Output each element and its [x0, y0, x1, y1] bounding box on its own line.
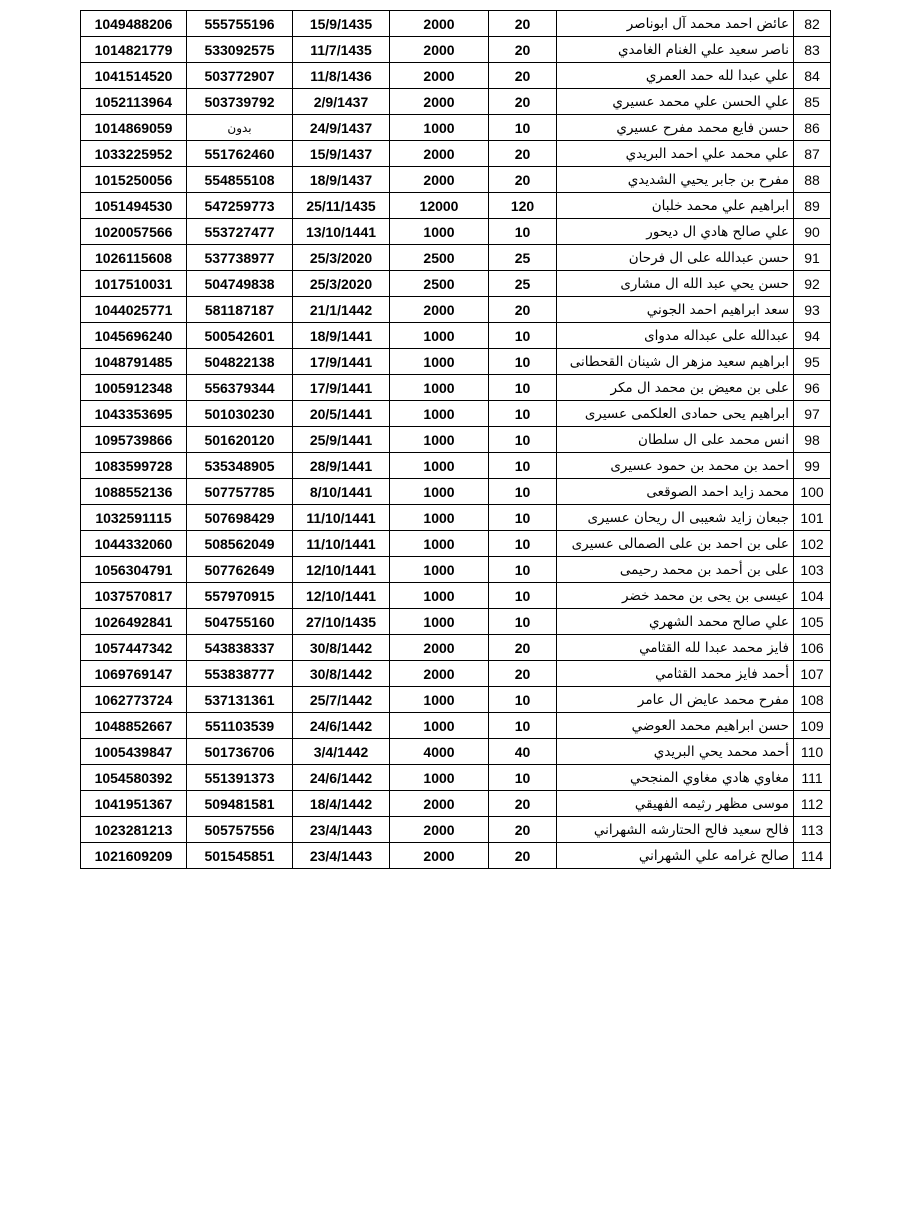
phone-cell: 507698429 — [187, 505, 293, 531]
name-cell: صالح غرامه علي الشهراني — [557, 843, 794, 869]
national-id-cell: 1069769147 — [81, 661, 187, 687]
date-cell: 27/10/1435 — [293, 609, 390, 635]
phone-cell: 533092575 — [187, 37, 293, 63]
row-number-cell: 100 — [794, 479, 831, 505]
national-id-cell: 1014869059 — [81, 115, 187, 141]
phone-cell: 501620120 — [187, 427, 293, 453]
row-number-cell: 107 — [794, 661, 831, 687]
name-cell: انس محمد على ال سلطان — [557, 427, 794, 453]
date-cell: 30/8/1442 — [293, 661, 390, 687]
national-id-cell: 1051494530 — [81, 193, 187, 219]
name-cell: عبدالله على عبداله مدواى — [557, 323, 794, 349]
shares-cell: 40 — [489, 739, 557, 765]
national-id-cell: 1026492841 — [81, 609, 187, 635]
national-id-cell: 1052113964 — [81, 89, 187, 115]
row-number-cell: 105 — [794, 609, 831, 635]
amount-cell: 1000 — [390, 375, 489, 401]
name-cell: احمد بن محمد بن حمود عسيرى — [557, 453, 794, 479]
shares-cell: 10 — [489, 687, 557, 713]
row-number-cell: 111 — [794, 765, 831, 791]
phone-cell: 503739792 — [187, 89, 293, 115]
table-row — [81, 453, 831, 479]
shares-cell: 20 — [489, 791, 557, 817]
table-row — [81, 791, 831, 817]
name-cell: ابراهيم علي محمد خلبان — [557, 193, 794, 219]
shares-cell: 10 — [489, 375, 557, 401]
name-cell: سعد ابراهيم احمد الجوني — [557, 297, 794, 323]
phone-cell: 537738977 — [187, 245, 293, 271]
shares-cell: 10 — [489, 557, 557, 583]
date-cell: 23/4/1443 — [293, 843, 390, 869]
shareholders-table-container — [80, 10, 828, 869]
phone-cell: 501545851 — [187, 843, 293, 869]
shares-cell: 10 — [489, 115, 557, 141]
name-cell: فايز محمد عبدا لله القثامي — [557, 635, 794, 661]
row-number-cell: 114 — [794, 843, 831, 869]
table-row — [81, 401, 831, 427]
table-row — [81, 37, 831, 63]
phone-cell: 504822138 — [187, 349, 293, 375]
national-id-cell: 1054580392 — [81, 765, 187, 791]
national-id-cell: 1005439847 — [81, 739, 187, 765]
national-id-cell: 1044025771 — [81, 297, 187, 323]
shares-cell: 10 — [489, 765, 557, 791]
phone-cell: 508562049 — [187, 531, 293, 557]
name-cell: موسى مظهر رثيمه الفهيقي — [557, 791, 794, 817]
row-number-cell: 95 — [794, 349, 831, 375]
table-row — [81, 843, 831, 869]
national-id-cell: 1095739866 — [81, 427, 187, 453]
row-number-cell: 98 — [794, 427, 831, 453]
table-row — [81, 141, 831, 167]
shares-cell: 20 — [489, 11, 557, 37]
national-id-cell: 1083599728 — [81, 453, 187, 479]
shares-cell: 10 — [489, 427, 557, 453]
amount-cell: 2000 — [390, 297, 489, 323]
amount-cell: 1000 — [390, 453, 489, 479]
date-cell: 2/9/1437 — [293, 89, 390, 115]
national-id-cell: 1032591115 — [81, 505, 187, 531]
row-number-cell: 93 — [794, 297, 831, 323]
shares-cell: 20 — [489, 37, 557, 63]
name-cell: جبعان زايد شعيبى ال ريحان عسيرى — [557, 505, 794, 531]
table-row — [81, 661, 831, 687]
shares-cell: 20 — [489, 297, 557, 323]
amount-cell: 1000 — [390, 583, 489, 609]
shares-cell: 10 — [489, 531, 557, 557]
phone-cell: 557970915 — [187, 583, 293, 609]
national-id-cell: 1044332060 — [81, 531, 187, 557]
row-number-cell: 84 — [794, 63, 831, 89]
row-number-cell: 106 — [794, 635, 831, 661]
amount-cell: 2500 — [390, 271, 489, 297]
date-cell: 11/10/1441 — [293, 505, 390, 531]
table-row — [81, 479, 831, 505]
amount-cell: 2500 — [390, 245, 489, 271]
shares-cell: 10 — [489, 349, 557, 375]
national-id-cell: 1062773724 — [81, 687, 187, 713]
amount-cell: 1000 — [390, 713, 489, 739]
shares-cell: 20 — [489, 635, 557, 661]
row-number-cell: 112 — [794, 791, 831, 817]
national-id-cell: 1043353695 — [81, 401, 187, 427]
national-id-cell: 1049488206 — [81, 11, 187, 37]
name-cell: علي الحسن علي محمد عسيري — [557, 89, 794, 115]
row-number-cell: 97 — [794, 401, 831, 427]
shares-cell: 10 — [489, 401, 557, 427]
row-number-cell: 83 — [794, 37, 831, 63]
amount-cell: 2000 — [390, 661, 489, 687]
name-cell: عيسى بن يحى بن محمد خضر — [557, 583, 794, 609]
name-cell: مفرح محمد عايض ال عامر — [557, 687, 794, 713]
phone-cell: 543838337 — [187, 635, 293, 661]
row-number-cell: 110 — [794, 739, 831, 765]
phone-cell: 501030230 — [187, 401, 293, 427]
table-row — [81, 583, 831, 609]
shares-cell: 20 — [489, 661, 557, 687]
name-cell: حسن عبدالله على ال فرحان — [557, 245, 794, 271]
national-id-cell: 1005912348 — [81, 375, 187, 401]
name-cell: ناصر سعيد علي الغنام الغامدي — [557, 37, 794, 63]
phone-cell: 501736706 — [187, 739, 293, 765]
table-row — [81, 167, 831, 193]
amount-cell: 1000 — [390, 505, 489, 531]
national-id-cell: 1017510031 — [81, 271, 187, 297]
date-cell: 30/8/1442 — [293, 635, 390, 661]
date-cell: 17/9/1441 — [293, 375, 390, 401]
date-cell: 11/8/1436 — [293, 63, 390, 89]
shares-cell: 20 — [489, 167, 557, 193]
national-id-cell: 1014821779 — [81, 37, 187, 63]
national-id-cell: 1021609209 — [81, 843, 187, 869]
row-number-cell: 103 — [794, 557, 831, 583]
amount-cell: 2000 — [390, 167, 489, 193]
row-number-cell: 99 — [794, 453, 831, 479]
name-cell: مغاوي هادي مغاوي المنجحي — [557, 765, 794, 791]
name-cell: علي صالح محمد الشهري — [557, 609, 794, 635]
row-number-cell: 102 — [794, 531, 831, 557]
name-cell: على بن أحمد بن محمد رحيمى — [557, 557, 794, 583]
phone-cell: 509481581 — [187, 791, 293, 817]
amount-cell: 1000 — [390, 115, 489, 141]
phone-cell: 500542601 — [187, 323, 293, 349]
name-cell: محمد زايد احمد الصوقعى — [557, 479, 794, 505]
name-cell: علي عبدا لله حمد العمري — [557, 63, 794, 89]
national-id-cell: 1057447342 — [81, 635, 187, 661]
phone-cell: 535348905 — [187, 453, 293, 479]
national-id-cell: 1037570817 — [81, 583, 187, 609]
amount-cell: 2000 — [390, 141, 489, 167]
shares-cell: 10 — [489, 323, 557, 349]
national-id-cell: 1041514520 — [81, 63, 187, 89]
row-number-cell: 85 — [794, 89, 831, 115]
name-cell: فالح سعيد فالح الحتارشه الشهراني — [557, 817, 794, 843]
amount-cell: 1000 — [390, 765, 489, 791]
national-id-cell: 1088552136 — [81, 479, 187, 505]
amount-cell: 2000 — [390, 63, 489, 89]
amount-cell: 1000 — [390, 323, 489, 349]
amount-cell: 2000 — [390, 37, 489, 63]
name-cell: ابراهيم يحى حمادى العلكمى عسيرى — [557, 401, 794, 427]
shares-cell: 10 — [489, 713, 557, 739]
table-row — [81, 11, 831, 37]
amount-cell: 2000 — [390, 11, 489, 37]
national-id-cell: 1026115608 — [81, 245, 187, 271]
shares-cell: 10 — [489, 479, 557, 505]
name-cell: علي صالح هادي ال ديحور — [557, 219, 794, 245]
table-row — [81, 765, 831, 791]
date-cell: 8/10/1441 — [293, 479, 390, 505]
date-cell: 25/9/1441 — [293, 427, 390, 453]
table-row — [81, 89, 831, 115]
row-number-cell: 89 — [794, 193, 831, 219]
national-id-cell: 1045696240 — [81, 323, 187, 349]
row-number-cell: 96 — [794, 375, 831, 401]
amount-cell: 12000 — [390, 193, 489, 219]
row-number-cell: 86 — [794, 115, 831, 141]
name-cell: على بن احمد بن على الصمالى عسيرى — [557, 531, 794, 557]
table-row — [81, 245, 831, 271]
shares-cell: 25 — [489, 245, 557, 271]
phone-cell: 551762460 — [187, 141, 293, 167]
amount-cell: 2000 — [390, 635, 489, 661]
name-cell: ابراهيم سعيد مزهر ال شينان القحطانى — [557, 349, 794, 375]
national-id-cell: 1033225952 — [81, 141, 187, 167]
shareholders-table — [80, 10, 831, 869]
table-row — [81, 531, 831, 557]
row-number-cell: 108 — [794, 687, 831, 713]
phone-cell: 554855108 — [187, 167, 293, 193]
phone-cell: 503772907 — [187, 63, 293, 89]
shares-cell: 10 — [489, 453, 557, 479]
name-cell: حسن فايع محمد مفرح عسيري — [557, 115, 794, 141]
national-id-cell: 1041951367 — [81, 791, 187, 817]
table-row — [81, 297, 831, 323]
amount-cell: 2000 — [390, 843, 489, 869]
date-cell: 12/10/1441 — [293, 557, 390, 583]
amount-cell: 1000 — [390, 687, 489, 713]
amount-cell: 1000 — [390, 479, 489, 505]
shares-cell: 10 — [489, 609, 557, 635]
date-cell: 24/6/1442 — [293, 765, 390, 791]
phone-cell: 504755160 — [187, 609, 293, 635]
table-row — [81, 349, 831, 375]
name-cell: مفرح بن جابر يحيي الشديدي — [557, 167, 794, 193]
amount-cell: 2000 — [390, 89, 489, 115]
shares-cell: 120 — [489, 193, 557, 219]
date-cell: 25/3/2020 — [293, 271, 390, 297]
phone-cell: 581187187 — [187, 297, 293, 323]
date-cell: 3/4/1442 — [293, 739, 390, 765]
date-cell: 24/9/1437 — [293, 115, 390, 141]
date-cell: 28/9/1441 — [293, 453, 390, 479]
phone-cell: 556379344 — [187, 375, 293, 401]
table-row — [81, 193, 831, 219]
date-cell: 15/9/1435 — [293, 11, 390, 37]
row-number-cell: 88 — [794, 167, 831, 193]
row-number-cell: 82 — [794, 11, 831, 37]
table-row — [81, 713, 831, 739]
phone-cell: 505757556 — [187, 817, 293, 843]
row-number-cell: 94 — [794, 323, 831, 349]
phone-cell: 537131361 — [187, 687, 293, 713]
row-number-cell: 90 — [794, 219, 831, 245]
table-row — [81, 271, 831, 297]
amount-cell: 1000 — [390, 609, 489, 635]
table-row — [81, 375, 831, 401]
phone-cell: 507757785 — [187, 479, 293, 505]
shares-cell: 25 — [489, 271, 557, 297]
table-row — [81, 427, 831, 453]
phone-cell: 551103539 — [187, 713, 293, 739]
table-body — [81, 11, 831, 869]
date-cell: 25/11/1435 — [293, 193, 390, 219]
phone-cell: بدون — [187, 115, 293, 141]
national-id-cell: 1023281213 — [81, 817, 187, 843]
shares-cell: 20 — [489, 63, 557, 89]
name-cell: علي محمد علي احمد البريدي — [557, 141, 794, 167]
national-id-cell: 1048791485 — [81, 349, 187, 375]
row-number-cell: 104 — [794, 583, 831, 609]
row-number-cell: 87 — [794, 141, 831, 167]
amount-cell: 1000 — [390, 557, 489, 583]
phone-cell: 555755196 — [187, 11, 293, 37]
date-cell: 15/9/1437 — [293, 141, 390, 167]
date-cell: 11/7/1435 — [293, 37, 390, 63]
shares-cell: 20 — [489, 817, 557, 843]
table-row — [81, 609, 831, 635]
table-row — [81, 323, 831, 349]
row-number-cell: 109 — [794, 713, 831, 739]
date-cell: 25/3/2020 — [293, 245, 390, 271]
row-number-cell: 113 — [794, 817, 831, 843]
row-number-cell: 92 — [794, 271, 831, 297]
date-cell: 13/10/1441 — [293, 219, 390, 245]
date-cell: 12/10/1441 — [293, 583, 390, 609]
amount-cell: 1000 — [390, 401, 489, 427]
table-row — [81, 63, 831, 89]
date-cell: 11/10/1441 — [293, 531, 390, 557]
amount-cell: 2000 — [390, 817, 489, 843]
date-cell: 21/1/1442 — [293, 297, 390, 323]
phone-cell: 507762649 — [187, 557, 293, 583]
phone-cell: 547259773 — [187, 193, 293, 219]
phone-cell: 551391373 — [187, 765, 293, 791]
phone-cell: 504749838 — [187, 271, 293, 297]
table-row — [81, 219, 831, 245]
name-cell: عائض احمد محمد آل ابوناصر — [557, 11, 794, 37]
name-cell: أحمد فايز محمد القثامي — [557, 661, 794, 687]
national-id-cell: 1056304791 — [81, 557, 187, 583]
row-number-cell: 101 — [794, 505, 831, 531]
name-cell: على بن معيض بن محمد ال مكر — [557, 375, 794, 401]
amount-cell: 1000 — [390, 531, 489, 557]
table-row — [81, 557, 831, 583]
date-cell: 18/9/1441 — [293, 323, 390, 349]
name-cell: أحمد محمد يحي البريدي — [557, 739, 794, 765]
name-cell: حسن ابراهيم محمد العوضي — [557, 713, 794, 739]
national-id-cell: 1020057566 — [81, 219, 187, 245]
amount-cell: 4000 — [390, 739, 489, 765]
row-number-cell: 91 — [794, 245, 831, 271]
shares-cell: 10 — [489, 219, 557, 245]
amount-cell: 1000 — [390, 427, 489, 453]
date-cell: 18/9/1437 — [293, 167, 390, 193]
national-id-cell: 1015250056 — [81, 167, 187, 193]
phone-cell: 553727477 — [187, 219, 293, 245]
table-row — [81, 739, 831, 765]
table-row — [81, 635, 831, 661]
date-cell: 25/7/1442 — [293, 687, 390, 713]
table-row — [81, 687, 831, 713]
amount-cell: 1000 — [390, 219, 489, 245]
national-id-cell: 1048852667 — [81, 713, 187, 739]
shares-cell: 10 — [489, 583, 557, 609]
amount-cell: 2000 — [390, 791, 489, 817]
shares-cell: 20 — [489, 141, 557, 167]
shares-cell: 20 — [489, 843, 557, 869]
date-cell: 17/9/1441 — [293, 349, 390, 375]
shares-cell: 10 — [489, 505, 557, 531]
date-cell: 24/6/1442 — [293, 713, 390, 739]
table-row — [81, 817, 831, 843]
table-row — [81, 505, 831, 531]
date-cell: 23/4/1443 — [293, 817, 390, 843]
phone-cell: 553838777 — [187, 661, 293, 687]
date-cell: 18/4/1442 — [293, 791, 390, 817]
shares-cell: 20 — [489, 89, 557, 115]
name-cell: حسن يحي عبد الله ال مشارى — [557, 271, 794, 297]
table-row — [81, 115, 831, 141]
date-cell: 20/5/1441 — [293, 401, 390, 427]
amount-cell: 1000 — [390, 349, 489, 375]
